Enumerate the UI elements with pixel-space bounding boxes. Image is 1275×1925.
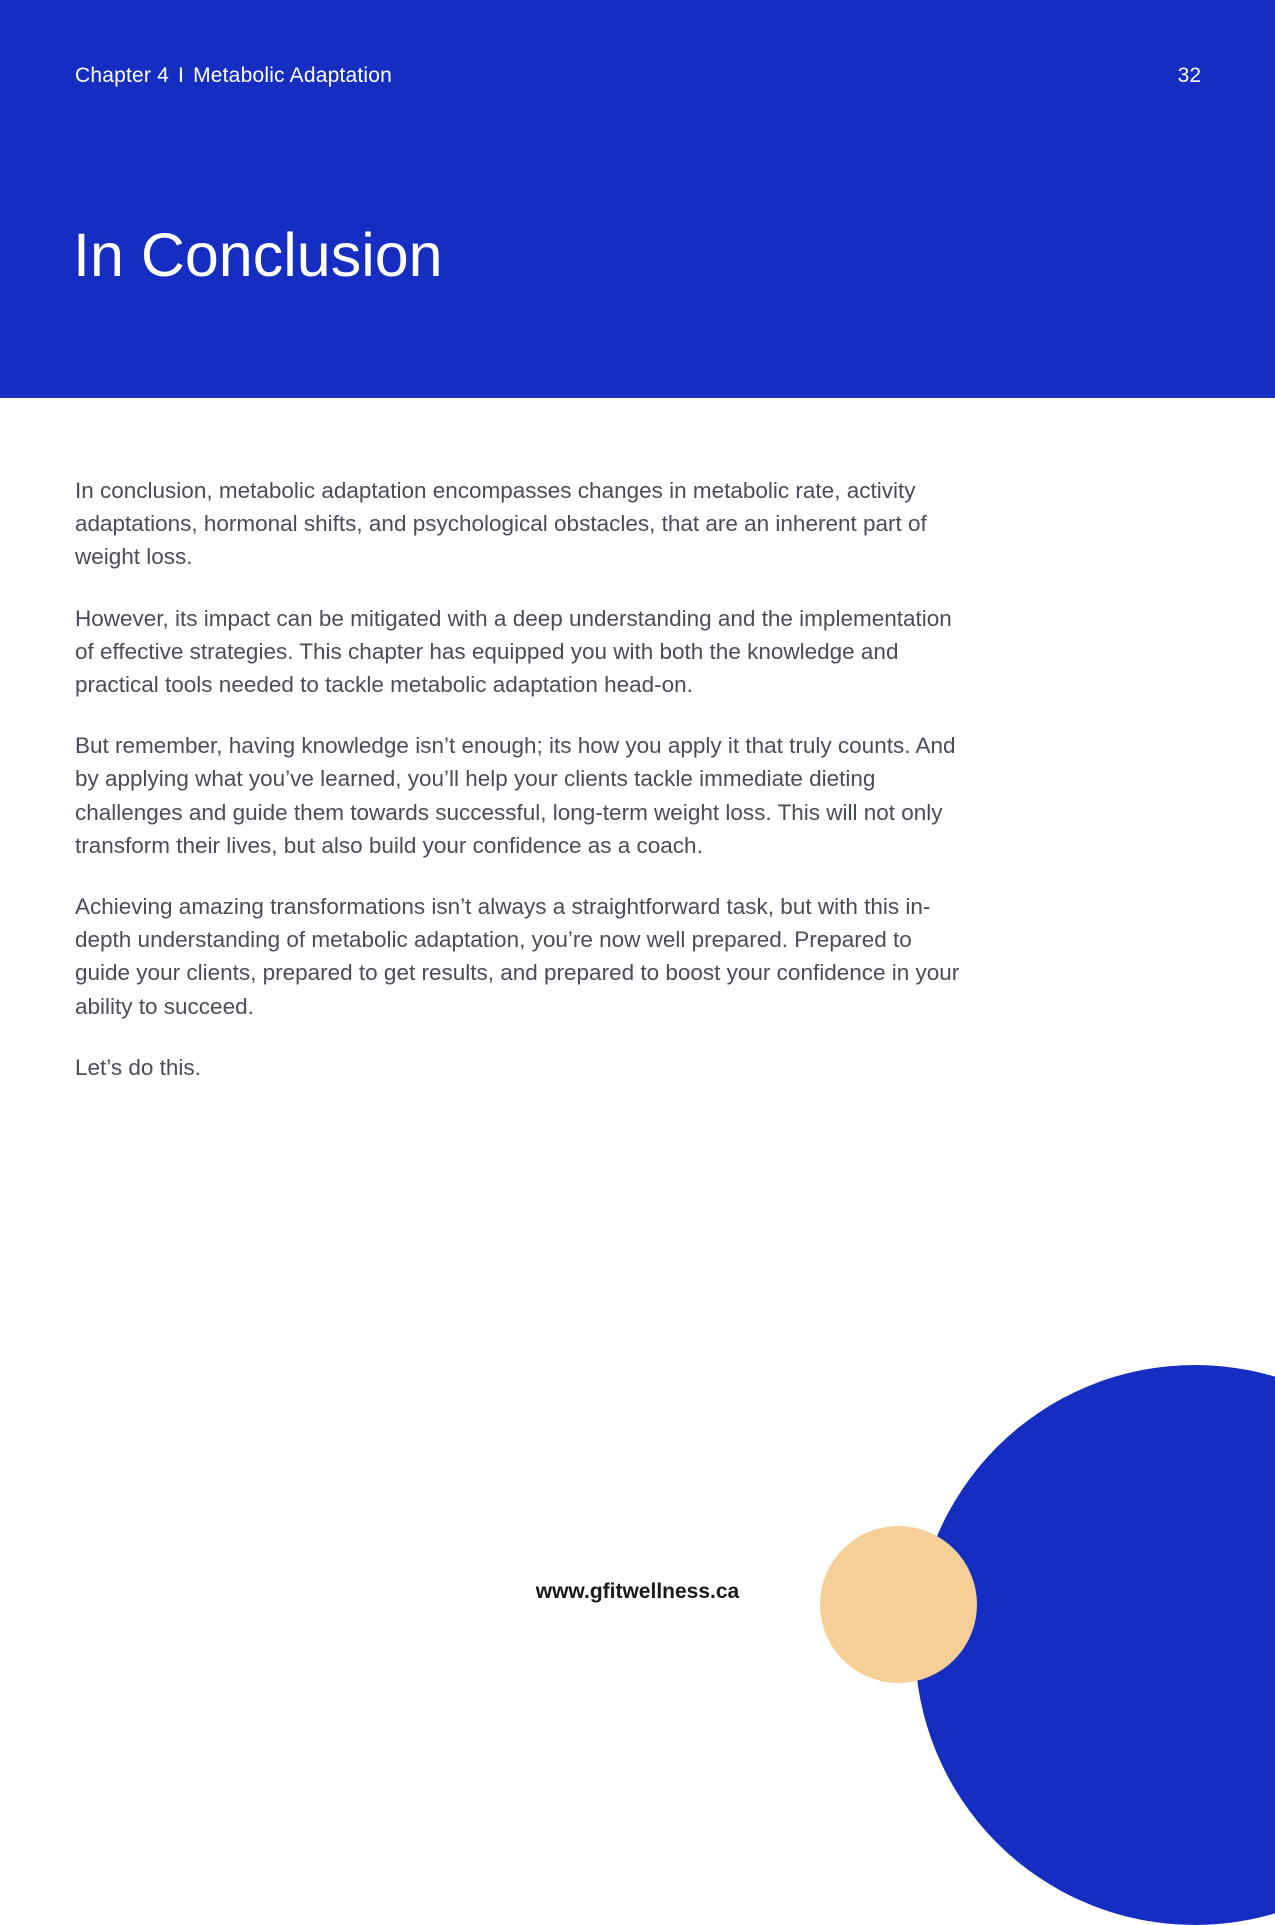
section-label: Metabolic Adaptation bbox=[193, 64, 393, 87]
paragraph: In conclusion, metabolic adaptation encompasses changes in metabolic rate, activity adaptations, hormonal shifts, and psychological obstacles, that are an inherent part of weight loss. bbox=[75, 478, 927, 570]
decorative-blue-circle bbox=[915, 1365, 1275, 1925]
page-number: 32 bbox=[1177, 64, 1201, 87]
paragraph: But remember, having knowledge isn’t enough; its how you apply it that truly counts. And by applying what you’ve learned, you’ll help your clients tackle immediate dieting challenges and guide them towards successful, long-term weight loss. This will not only transform their lives, but also build your confidence as a coach. bbox=[75, 733, 956, 858]
chapter-label: Chapter 4 bbox=[75, 64, 170, 87]
page-title: In Conclusion bbox=[73, 221, 443, 289]
paragraph: Let’s do this. bbox=[75, 1054, 201, 1080]
paragraph: However, its impact can be mitigated with a deep understanding and the implementation of effective strategies. This chapter has equipped you with both the knowledge and practical tools needed to tackle metabolic adaptation head-on. bbox=[75, 605, 952, 698]
header-band bbox=[0, 0, 1275, 398]
running-head bbox=[75, 64, 392, 88]
running-head-separator: I bbox=[178, 64, 185, 87]
footer-url: www.gfitwellness.ca bbox=[535, 1580, 740, 1603]
body-text bbox=[75, 474, 965, 1112]
decorative-peach-circle bbox=[820, 1526, 977, 1683]
paragraph: Achieving amazing transformations isn’t always a straightforward task, but with this in-depth understanding of metabolic adaptation, you’re now well prepared. Prepared to guide your clients, prepared to get results, and prepared to boost your confidence in your ability to succeed. bbox=[75, 894, 960, 1019]
